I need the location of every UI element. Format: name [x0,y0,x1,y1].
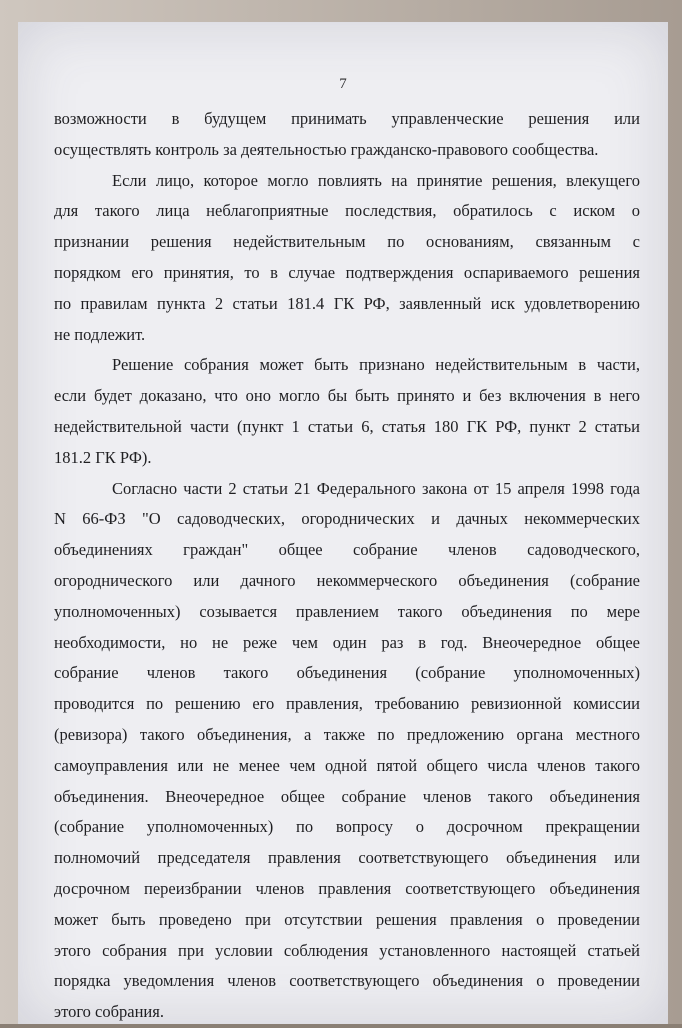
paragraph [54,474,640,1028]
text-line: осуществлять контроль за деятельностью гражданско-правового сообщества. [54,139,599,159]
text-line: не подлежит. [54,324,146,344]
text-line: самоуправления или не менее чем одной пятой общего числа членов такого [54,755,640,775]
text-line: этого собрания при условии соблюдения установленного настоящей статьей [54,940,640,960]
text-line: возможности в будущем принимать управленческие решения или [54,109,640,128]
text-line: порядком его принятия, то в случае подтверждения оспариваемого решения [54,262,640,282]
text-line: собрание членов такого объединения (собрание уполномоченных) [54,663,640,683]
paragraph [54,104,640,166]
text-line: для такого лица неблагоприятные последствия, обратилось с иском о [54,201,640,221]
document-page [18,22,668,1024]
text-line: порядка уведомления членов соответствующего объединения о проведении [54,971,640,991]
text-line: необходимости, но не реже чем один раз в год. Внеочередное общее [54,632,640,652]
text-line: огороднического или дачного некоммерческого объединения (собрание [54,570,640,590]
text-line: признании решения недействительным по основаниям, связанным с [54,232,640,252]
text-line: Если лицо, которое могло повлиять на принятие решения, влекущего [112,170,640,190]
text-line: N 66-ФЗ "О садоводческих, огороднических и дачных некоммерческих [54,509,640,529]
paragraph [54,166,640,351]
text-line: объединениях граждан" общее собрание членов садоводческого, [54,540,640,560]
text-line: (ревизора) такого объединения, а также по предложению органа местного [54,724,640,744]
text-line: этого собрания. [54,1002,164,1022]
text-line: 181.2 ГК РФ). [54,447,152,467]
text-line: Решение собрания может быть признано недействительным в части, [112,355,640,375]
paragraph [54,350,640,473]
text-line: уполномоченных) созывается правлением такого объединения по мере [54,601,640,621]
text-line: по правилам пункта 2 статьи 181.4 ГК РФ, заявленный иск удовлетворению [54,293,640,313]
text-line: может быть проведено при отсутствии решения правления о проведении [54,909,640,929]
text-line: Согласно части 2 статьи 21 Федерального закона от 15 апреля 1998 года [112,478,640,498]
text-line: полномочий председателя правления соответствующего объединения или [54,848,640,868]
text-line: если будет доказано, что оно могло бы быть принято и без включения в него [54,386,640,406]
text-line: проводится по решению его правления, требованию ревизионной комиссии [54,694,640,714]
text-line: досрочном переизбрании членов правления соответствующего объединения [54,878,640,898]
text-line: недействительной части (пункт 1 статьи 6, статья 180 ГК РФ, пункт 2 статьи [54,416,640,436]
text-line: (собрание уполномоченных) по вопросу о досрочном прекращении [54,817,640,837]
document-body [54,104,640,1028]
text-line: объединения. Внеочередное общее собрание членов такого объединения [54,786,640,806]
page-number: 7 [339,76,347,92]
